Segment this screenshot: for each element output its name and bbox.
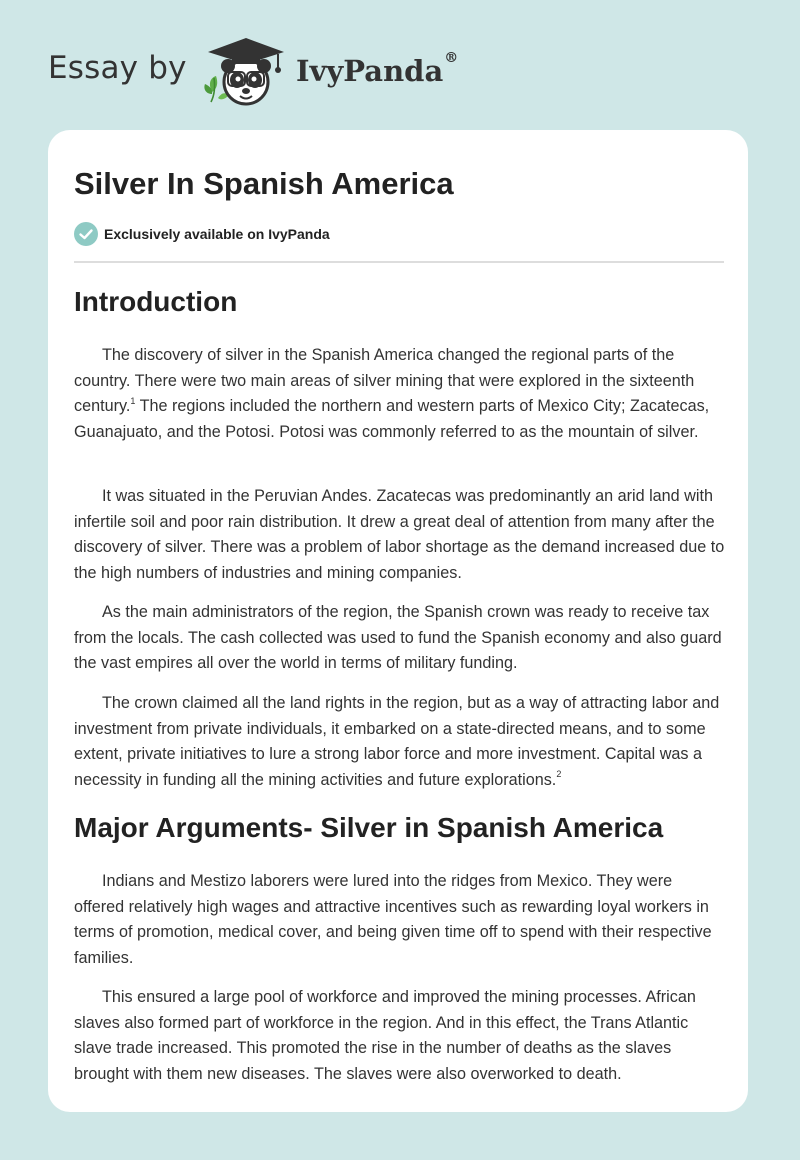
site-header [0, 0, 800, 130]
paragraph [74, 600, 726, 677]
paragraph [74, 985, 726, 1087]
paragraph [74, 869, 726, 971]
badge-label: Exclusively available on IvyPanda [104, 226, 330, 242]
exclusive-badge [74, 222, 330, 246]
brand-wordmark[interactable] [296, 50, 459, 88]
paragraph-text: The discovery of silver in the Spanish America changed the regional parts of the country. There were two main areas of silver mining that were explored in the sixteenth century. [74, 346, 695, 415]
article-card [48, 130, 748, 1112]
footnote-ref[interactable]: 1 [130, 395, 136, 406]
paragraph [74, 691, 726, 793]
paragraph-text: As the main administrators of the region, the Spanish crown was ready to receive tax from the locals. The cash collected was used to fund the Spanish economy and also guard the vast empires all over the world in terms of military funding. [74, 603, 722, 672]
article-title: Silver In Spanish America [74, 166, 454, 201]
paragraph-text: The crown claimed all the land rights in the region, but as a way of attracting labor and investment from private individuals, it embarked on a state-directed means, and to some extent, private initiatives to lure a strong labor force and more investment. Capital was a necessity in funding all the mining activities and future explorations. [74, 694, 720, 789]
check-circle-icon [74, 222, 98, 246]
paragraph-text: This ensured a large pool of workforce and improved the mining processes. African slaves also formed part of workforce in the region. And in this effect, the Trans Atlantic slave trade increased. This promoted the rise in the number of deaths as the slaves brought with them new diseases. The slaves were also overworked to death. [74, 988, 696, 1083]
brand-name: IvyPanda [296, 54, 444, 88]
paragraph-text: It was situated in the Peruvian Andes. Zacatecas was predominantly an arid land with infertile soil and poor rain distribution. It drew a great deal of attention from many after the discovery of silver. There was a problem of labor shortage as the demand increased due to the high numbers of industries and mining companies. [74, 487, 725, 582]
essay-by-label: Essay by [48, 50, 187, 86]
footnote-ref[interactable]: 2 [556, 769, 562, 780]
paragraph [74, 484, 726, 586]
panda-graduate-logo-icon[interactable] [198, 34, 294, 110]
paragraph-text: The regions included the northern and western parts of Mexico City; Zacatecas, Guanajuato, and the Potosi. Potosi was commonly referred to as the mountain of silver. [74, 397, 710, 441]
paragraph [74, 343, 726, 445]
title-divider [74, 261, 724, 263]
section-heading-introduction: Introduction [74, 286, 238, 317]
section-heading-major-arguments: Major Arguments- Silver in Spanish America [74, 812, 664, 843]
registered-mark: ® [444, 50, 459, 66]
paragraph-text: Indians and Mestizo laborers were lured into the ridges from Mexico. They were offered relatively high wages and attractive incentives such as rewarding loyal workers in terms of promotion, medical cover, and being given time off to spend with their respective families. [74, 872, 712, 967]
